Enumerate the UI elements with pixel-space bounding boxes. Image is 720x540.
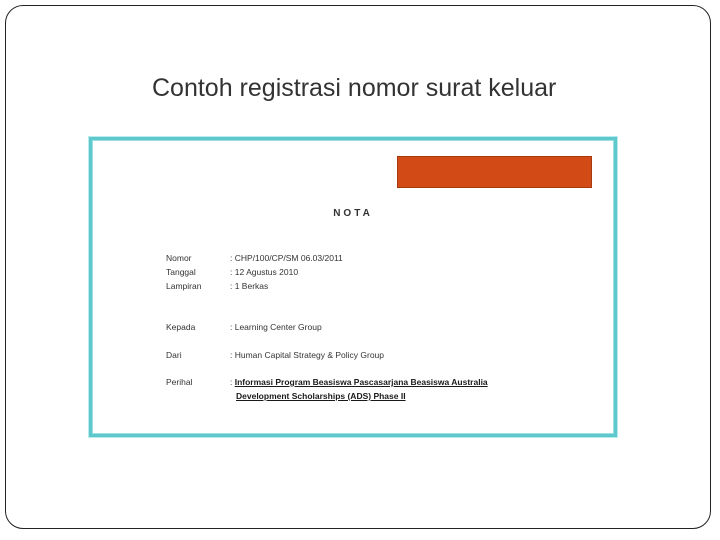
redaction-box: [397, 156, 592, 188]
field-value-perihal-line2: Development Scholarships (ADS) Phase II: [236, 391, 406, 401]
field-value-perihal: [230, 377, 488, 387]
field-value-kepada: : Learning Center Group: [230, 322, 322, 332]
field-value-perihal-subject: Informasi Program Beasiswa Pascasarjana Beasiswa Australia: [234, 377, 488, 387]
field-value-perihal-prefix: :: [230, 377, 235, 387]
field-label-nomor: Nomor: [166, 253, 192, 263]
field-label-perihal: Perihal: [166, 377, 193, 387]
slide-title: Contoh registrasi nomor surat keluar: [152, 74, 557, 102]
field-label-kepada: Kepada: [166, 322, 196, 332]
memo-heading: NOTA: [333, 208, 373, 219]
field-value-lampiran: : 1 Berkas: [230, 281, 269, 291]
field-value-nomor: : CHP/100/CP/SM 06.03/2011: [230, 253, 343, 263]
field-label-dari: Dari: [166, 350, 182, 360]
field-value-dari: : Human Capital Strategy & Policy Group: [230, 350, 385, 360]
field-value-tanggal: : 12 Agustus 2010: [230, 267, 299, 277]
memo-document-image: [89, 137, 617, 437]
field-label-tanggal: Tanggal: [166, 267, 196, 277]
field-label-lampiran: Lampiran: [166, 281, 202, 291]
